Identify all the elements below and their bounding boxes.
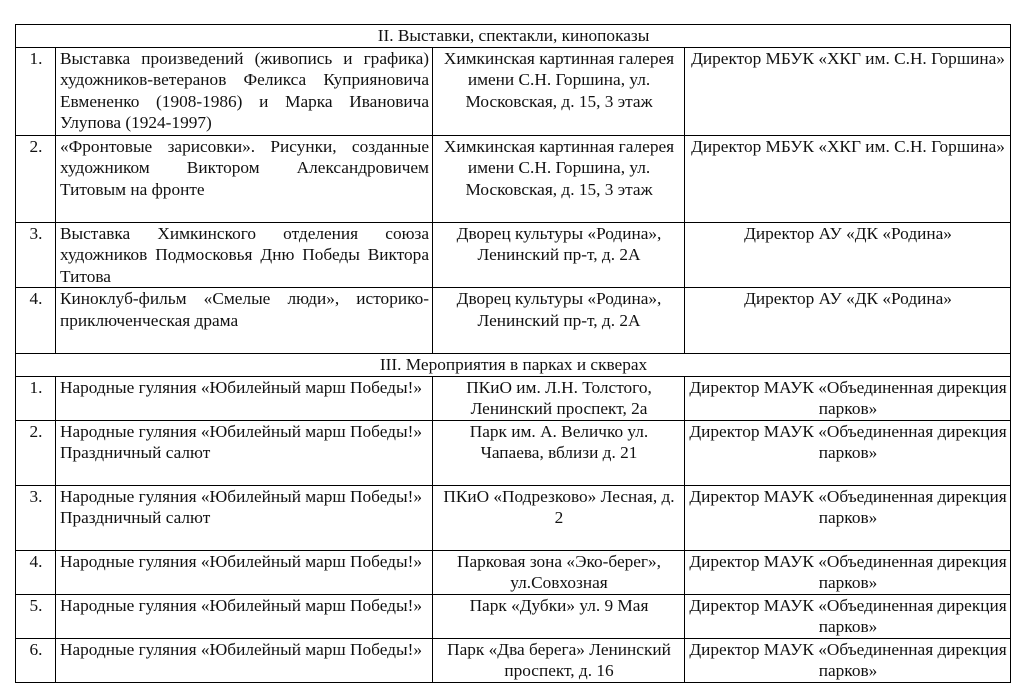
section-header-row: [16, 25, 1011, 48]
event-description-extra: Праздничный салют: [60, 508, 211, 527]
event-description: Народные гуляния «Юбилейный марш Победы!»: [56, 594, 433, 638]
table-row: [16, 222, 1011, 288]
event-description: Выставка Химкинского отделения союза художников Подмосковья Дню Победы Виктора Титова: [56, 222, 433, 288]
event-responsible: Директор МБУК «ХКГ им. С.Н. Горшина»: [685, 135, 1011, 222]
event-description-cell: [56, 420, 433, 485]
table-row: [16, 550, 1011, 594]
table-row: [16, 594, 1011, 638]
row-number: 3.: [16, 485, 56, 550]
event-description: Киноклуб-фильм «Смелые люди», историко- приключенческая драма: [56, 288, 433, 354]
row-number: 2.: [16, 420, 56, 485]
event-description-extra: Праздничный салют: [60, 443, 211, 462]
row-number: 5.: [16, 594, 56, 638]
table-row: [16, 420, 1011, 485]
event-responsible: Директор МАУК «Объединенная дирекция парков»: [685, 594, 1011, 638]
event-responsible: Директор МБУК «ХКГ им. С.Н. Горшина»: [685, 47, 1011, 135]
event-location: ПКиО «Подрезково» Лесная, д. 2: [433, 485, 685, 550]
row-number: 4.: [16, 288, 56, 354]
event-location: Дворец культуры «Родина», Ленинский пр-т, д. 2А: [433, 288, 685, 354]
event-description: Народные гуляния «Юбилейный марш Победы!»: [56, 638, 433, 682]
event-location: Парк «Два берега» Ленинский проспект, д. 16: [433, 638, 685, 682]
event-responsible: Директор МАУК «Объединенная дирекция парков»: [685, 485, 1011, 550]
table-row: [16, 638, 1011, 682]
event-responsible: Директор МАУК «Объединенная дирекция парков»: [685, 638, 1011, 682]
row-number: 1.: [16, 376, 56, 420]
table-row: [16, 376, 1011, 420]
event-responsible: Директор АУ «ДК «Родина»: [685, 222, 1011, 288]
event-description: Народные гуляния «Юбилейный марш Победы!»: [56, 550, 433, 594]
event-description: Выставка произведений (живопись и графика) художников-ветеранов Феликса Куприяновича Евмененко (1908-1986) и Марка Ивановича Улупова (1924-1997): [56, 47, 433, 135]
section-title: III. Мероприятия в парках и скверах: [16, 354, 1011, 377]
table-row: [16, 288, 1011, 354]
event-description-cell: [56, 485, 433, 550]
row-number: 2.: [16, 135, 56, 222]
event-description: Народные гуляния «Юбилейный марш Победы!»: [56, 376, 433, 420]
section-header-row: [16, 354, 1011, 377]
event-description: Народные гуляния «Юбилейный марш Победы!»: [60, 486, 422, 506]
event-responsible: Директор МАУК «Объединенная дирекция парков»: [685, 550, 1011, 594]
event-description: «Фронтовые зарисовки». Рисунки, созданные художником Виктором Александровичем Титовым на фронте: [56, 135, 433, 222]
event-location: Парковая зона «Эко-берег», ул.Совхозная: [433, 550, 685, 594]
document-sheet: [15, 24, 1011, 683]
event-responsible: Директор МАУК «Объединенная дирекция парков»: [685, 376, 1011, 420]
event-location: Дворец культуры «Родина», Ленинский пр-т, д. 2А: [433, 222, 685, 288]
table-row: [16, 135, 1011, 222]
row-number: 4.: [16, 550, 56, 594]
event-location: Парк им. А. Величко ул. Чапаева, вблизи д. 21: [433, 420, 685, 485]
event-location: Химкинская картинная галерея имени С.Н. Горшина, ул. Московская, д. 15, 3 этаж: [433, 47, 685, 135]
event-location: ПКиО им. Л.Н. Толстого, Ленинский проспект, 2а: [433, 376, 685, 420]
event-description: Народные гуляния «Юбилейный марш Победы!»: [60, 421, 422, 441]
events-table: [15, 24, 1011, 683]
event-location: Химкинская картинная галерея имени С.Н. Горшина, ул. Московская, д. 15, 3 этаж: [433, 135, 685, 222]
event-responsible: Директор МАУК «Объединенная дирекция парков»: [685, 420, 1011, 485]
row-number: 6.: [16, 638, 56, 682]
section-title: II. Выставки, спектакли, кинопоказы: [16, 25, 1011, 48]
table-row: [16, 485, 1011, 550]
event-responsible: Директор АУ «ДК «Родина»: [685, 288, 1011, 354]
row-number: 3.: [16, 222, 56, 288]
row-number: 1.: [16, 47, 56, 135]
table-row: [16, 47, 1011, 135]
event-location: Парк «Дубки» ул. 9 Мая: [433, 594, 685, 638]
